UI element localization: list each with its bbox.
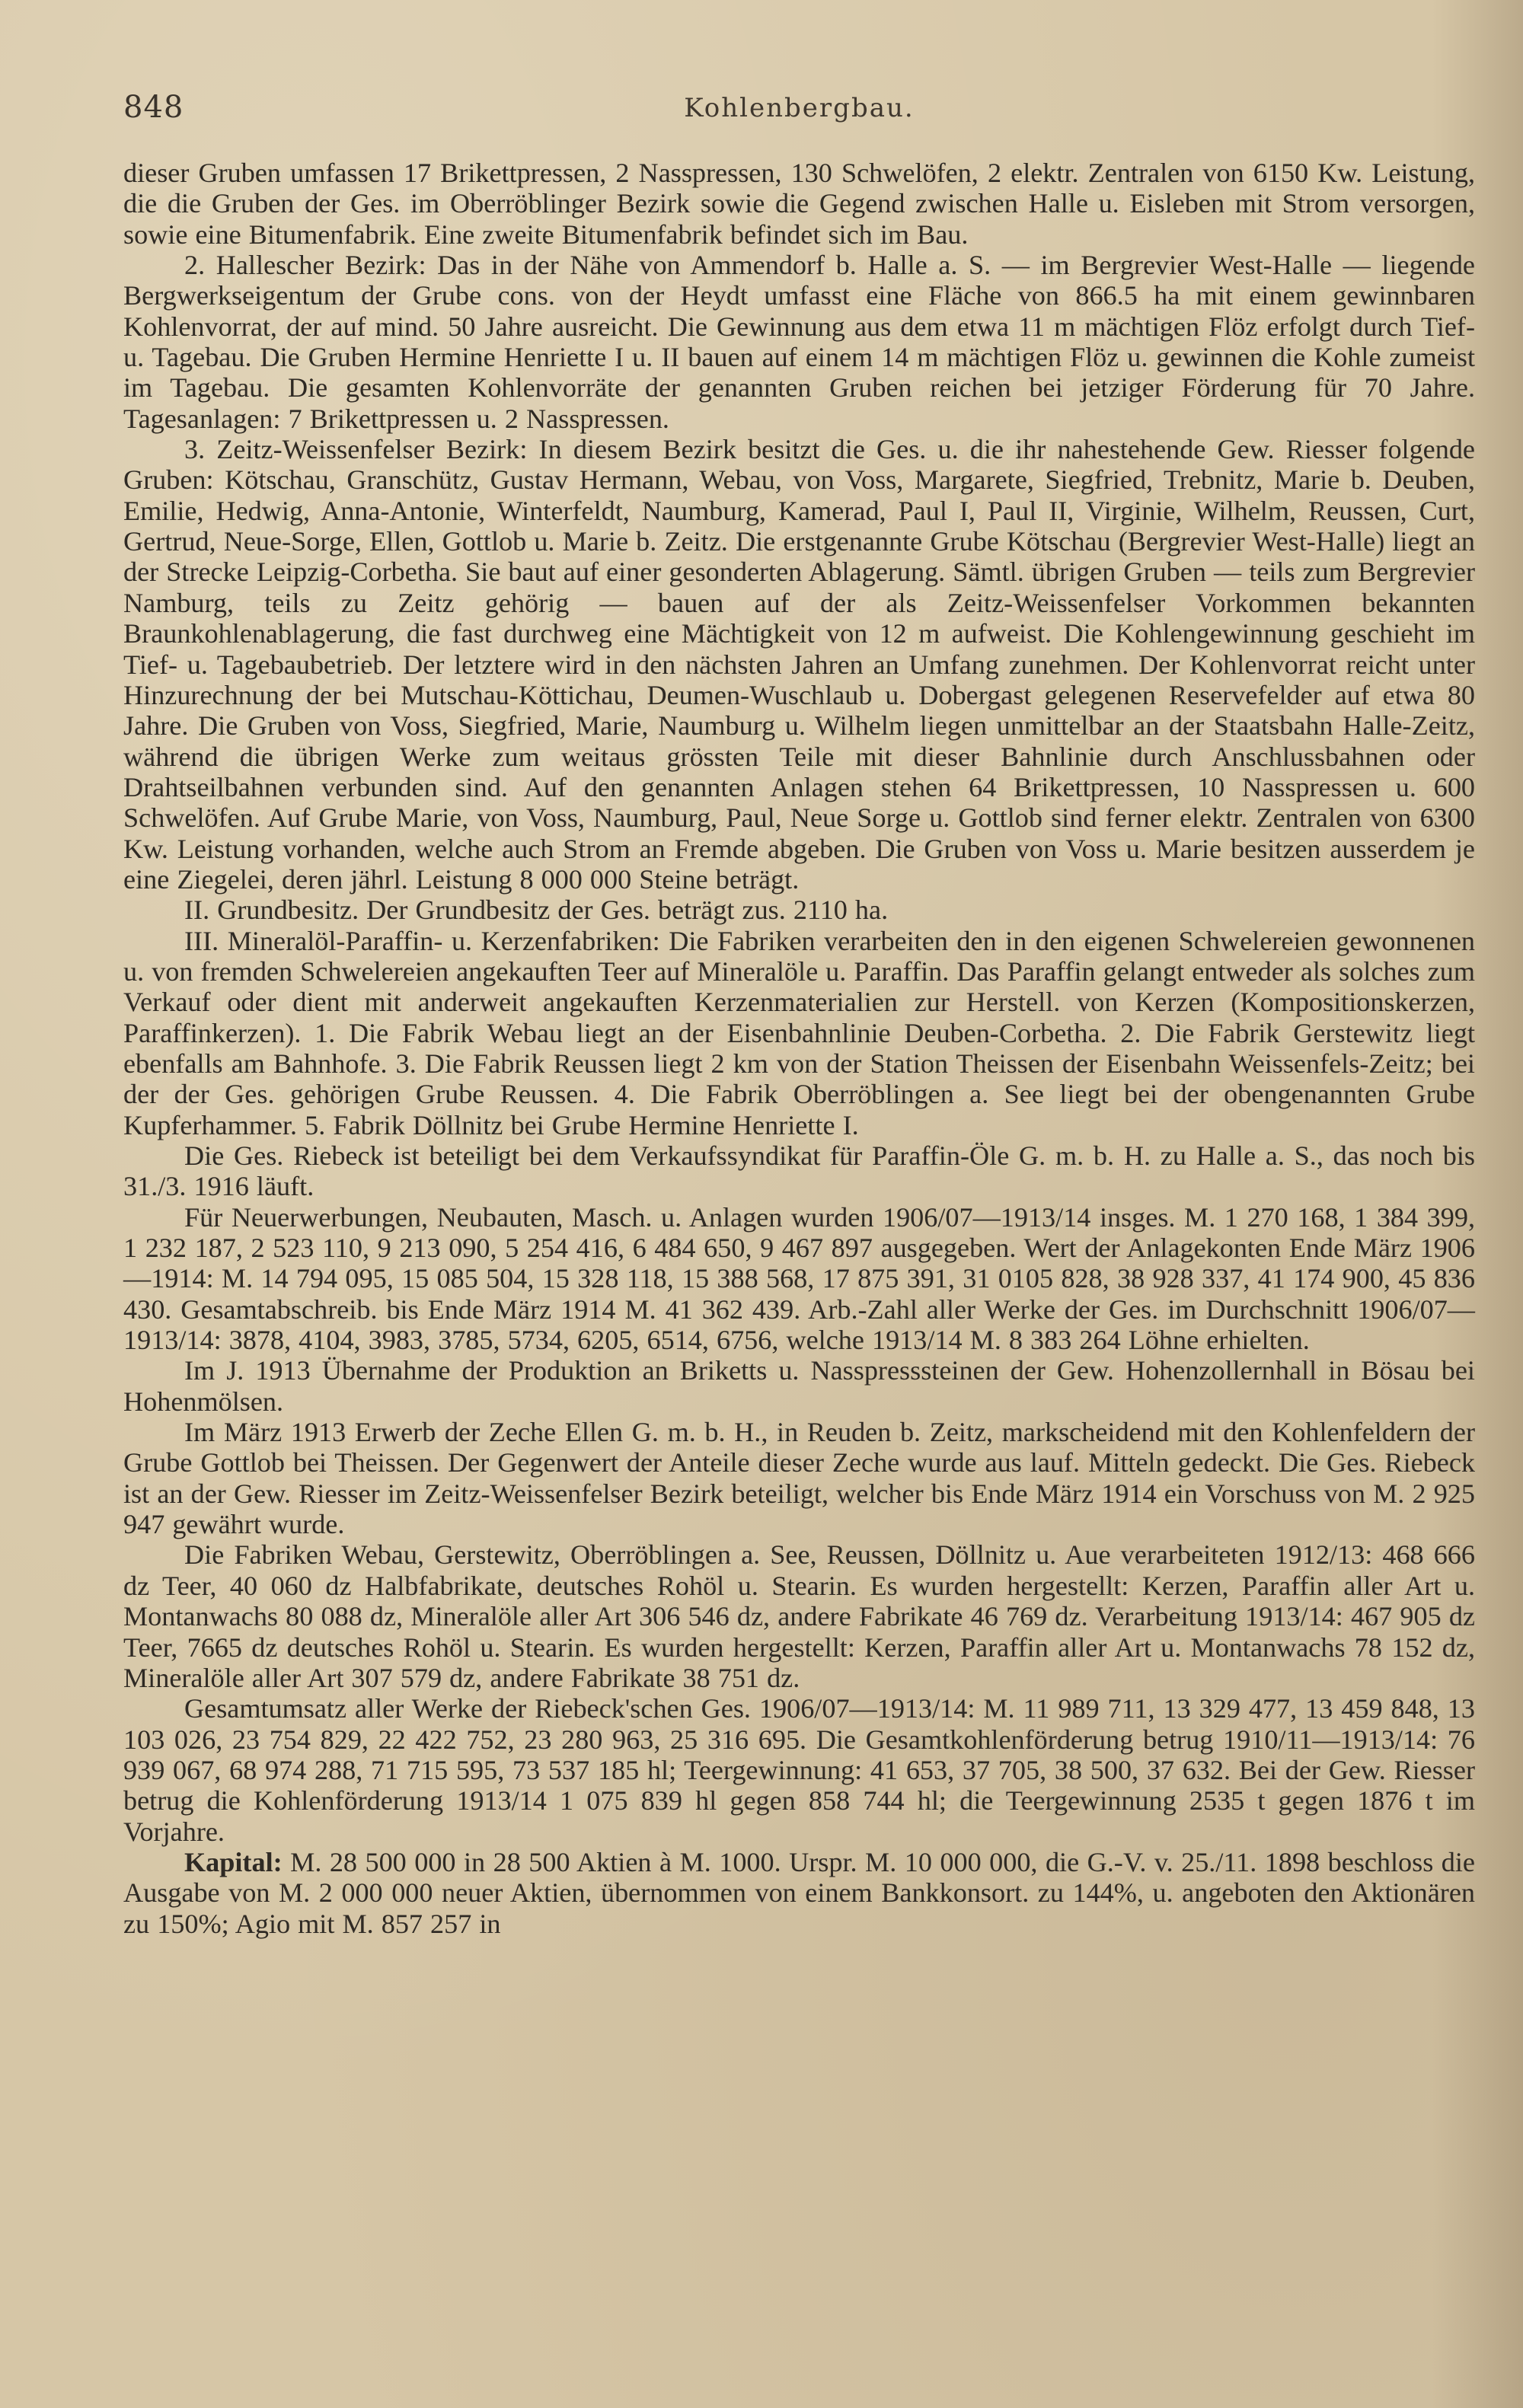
paragraph-zeitz-district: 3. Zeitz-Weissenfelser Bezirk: In diesem Bezirk besitzt die Ges. u. die ihr nahestehende Gew. Riesser folgende Gruben: Kötschau, Granschütz, Gustav Hermann, Webau, von Voss, Margarete, Siegfried, Trebnitz, Marie b. Deuben, Emilie, Hedwig, Anna-Antonie, Winterfeldt, Naumburg, Kamerad, Paul I, Paul II, Virginie, Wilhelm, Reussen, Curt, Gertrud, Neue-Sorge, Ellen, Gottlob u. Marie b. Zeitz. Die erstgenannte Grube Kötschau (Bergrevier West-Halle) liegt an der Strecke Leipzig-Corbetha. Sie baut auf einer gesonderten Ablagerung. Sämtl. übrigen Gruben — teils zum Bergrevier Namburg, teils zu Zeitz gehörig — bauen auf der als Zeitz-Weissenfelser Vorkommen bekannten Braunkohlenablagerung, die fast durchweg eine Mächtigkeit von 12 m aufweist. Die Kohlengewinnung geschieht im Tief- u. Tagebaubetrieb. Der letztere wird in den nächsten Jahren an Umfang zunehmen. Der Kohlenvorrat reicht unter Hinzurechnung der bei Mutschau-Köttichau, Deumen-Wuschlaub u. Dobergast gelegenen Reservefelder auf etwa 80 Jahre. Die Gruben von Voss, Siegfried, Marie, Naumburg u. Wilhelm liegen unmittelbar an der Staatsbahn Halle-Zeitz, während die übrigen Werke zum weitaus grössten Teile mit dieser Bahnlinie durch Anschlussbahnen oder Drahtseilbahnen verbunden sind. Auf den genannten Anlagen stehen 64 Brikettpressen, 10 Nasspressen u. 600 Schwelöfen. Auf Grube Marie, von Voss, Naumburg, Paul, Neue Sorge u. Gottlob sind ferner elektr. Zentralen von 6300 Kw. Leistung vorhanden, welche auch Strom an Fremde abgeben. Die Gruben von Voss u. Marie besitzen ausserdem je eine Ziegelei, deren jährl. Leistung 8 000 000 Steine beträgt. [123, 434, 1475, 895]
page-number: 848 [123, 90, 184, 125]
page-header [123, 90, 1475, 128]
capital-text: M. 28 500 000 in 28 500 Aktien à M. 1000. Urspr. M. 10 000 000, die G.-V. v. 25./11. 1898 beschloss die Ausgabe von M. 2 000 000 neuer Aktien, übernommen von einem Bankkonsort. zu 144%, u. angeboten den Aktionären zu 150%; Agio mit M. 857 257 in [123, 1846, 1475, 1939]
capital-label: Kapital: [184, 1846, 283, 1877]
running-title: Kohlenbergbau. [684, 93, 915, 123]
paragraph-hohenzollernhall: Im J. 1913 Übernahme der Produktion an Briketts u. Nasspresssteinen der Gew. Hohenzollernhall in Bösau bei Hohenmölsen. [123, 1355, 1475, 1417]
paragraph-halle-district: 2. Hallescher Bezirk: Das in der Nähe von Ammendorf b. Halle a. S. — im Bergrevier West-Halle — liegende Bergwerkseigentum der Grube cons. von der Heydt umfasst eine Fläche von 866.5 ha mit einem gewinnbaren Kohlenvorrat, der auf mind. 50 Jahre ausreicht. Die Gewinnung aus dem etwa 11 m mächtigen Flöz erfolgt durch Tief- u. Tagebau. Die Gruben Hermine Henriette I u. II bauen auf einem 14 m mächtigen Flöz u. gewinnen die Kohle zumeist im Tagebau. Die gesamten Kohlenvorräte der genannten Gruben reichen bei jetziger Förderung für 70 Jahre. Tagesanlagen: 7 Brikettpressen u. 2 Nasspressen. [123, 250, 1475, 434]
paragraph-zeche-ellen: Im März 1913 Erwerb der Zeche Ellen G. m. b. H., in Reuden b. Zeitz, markscheidend mit den Kohlenfeldern der Grube Gottlob bei Theissen. Der Gegenwert der Anteile dieser Zeche wurde aus lauf. Mitteln gedeckt. Die Ges. Riebeck ist an der Gew. Riesser im Zeitz-Weissenfelser Bezirk beteiligt, welcher bis Ende März 1914 ein Vorschuss von M. 2 925 947 gewährt wurde. [123, 1417, 1475, 1540]
paragraph-turnover: Gesamtumsatz aller Werke der Riebeck'schen Ges. 1906/07—1913/14: M. 11 989 711, 13 329 477, 13 459 848, 13 103 026, 23 754 829, 22 422 752, 23 280 963, 25 316 695. Die Gesamtkohlenförderung betrug 1910/11—1913/14: 76 939 067, 68 974 288, 71 715 595, 73 537 185 hl; Teergewinnung: 41 653, 37 705, 38 500, 37 632. Bei der Gew. Riesser betrug die Kohlenförderung 1913/14 1 075 839 hl gegen 858 744 hl; die Teergewinnung 2535 t gegen 1876 t im Vorjahre. [123, 1693, 1475, 1847]
paragraph-continuation: dieser Gruben umfassen 17 Brikettpressen, 2 Nasspressen, 130 Schwelöfen, 2 elektr. Zentralen von 6150 Kw. Leistung, die die Gruben der Ges. im Oberröblinger Bezirk sowie die Gegend zwischen Halle u. Eisleben mit Strom versorgen, sowie eine Bitumenfabrik. Eine zweite Bitumenfabrik befindet sich im Bau. [123, 158, 1475, 250]
body-text [123, 158, 1475, 1939]
paragraph-production: Die Fabriken Webau, Gerstewitz, Oberröblingen a. See, Reussen, Döllnitz u. Aue verarbeiteten 1912/13: 468 666 dz Teer, 40 060 dz Halbfabrikate, deutsches Rohöl u. Stearin. Es wurden hergestellt: Kerzen, Paraffin aller Art u. Montanwachs 80 088 dz, Mineralöle aller Art 306 546 dz, andere Fabrikate 46 769 dz. Verarbeitung 1913/14: 467 905 dz Teer, 7665 dz deutsches Rohöl u. Stearin. Es wurden hergestellt: Kerzen, Paraffin aller Art u. Montanwachs 78 152 dz, Mineralöle aller Art 307 579 dz, andere Fabrikate 38 751 dz. [123, 1539, 1475, 1693]
paragraph-factories: III. Mineralöl-Paraffin- u. Kerzenfabriken: Die Fabriken verarbeiten den in den eigenen Schwelereien gewonnenen u. von fremden Schwelereien angekauften Teer auf Mineralöle u. Paraffin. Das Paraffin gelangt entweder als solches zum Verkauf oder dient mit anderweit angekauften Kerzenmaterialien zur Herstell. von Kerzen (Kompositionskerzen, Paraffinkerzen). 1. Die Fabrik Webau liegt an der Eisenbahnlinie Deuben-Corbetha. 2. Die Fabrik Gerstewitz liegt ebenfalls am Bahnhofe. 3. Die Fabrik Reussen liegt 2 km von der Station Theissen der Eisenbahn Weissenfels-Zeitz; bei der der Ges. gehörigen Grube Reussen. 4. Die Fabrik Oberröblingen a. See liegt bei der obengenannten Grube Kupferhammer. 5. Fabrik Döllnitz bei Grube Hermine Henriette I. [123, 925, 1475, 1140]
paragraph-capital [123, 1847, 1475, 1939]
paragraph-land-ownership: II. Grundbesitz. Der Grundbesitz der Ges. beträgt zus. 2110 ha. [184, 895, 889, 926]
paragraph-investments: Für Neuerwerbungen, Neubauten, Masch. u. Anlagen wurden 1906/07—1913/14 insges. M. 1 270 168, 1 384 399, 1 232 187, 2 523 110, 9 213 090, 5 254 416, 6 484 650, 9 467 897 ausgegeben. Wert der Anlagekonten Ende März 1906—1914: M. 14 794 095, 15 085 504, 15 328 118, 15 388 568, 17 875 391, 31 0105 828, 38 928 337, 41 174 900, 45 836 430. Gesamtabschreib. bis Ende März 1914 M. 41 362 439. Arb.-Zahl aller Werke der Ges. im Durchschnitt 1906/07—1913/14: 3878, 4104, 3983, 3785, 5734, 6205, 6514, 6756, welche 1913/14 M. 8 383 264 Löhne erhielten. [123, 1201, 1475, 1356]
paragraph-syndicate: Die Ges. Riebeck ist beteiligt bei dem Verkaufssyndikat für Paraffin-Öle G. m. b. H. zu Halle a. S., das noch bis 31./3. 1916 läuft. [123, 1140, 1475, 1202]
